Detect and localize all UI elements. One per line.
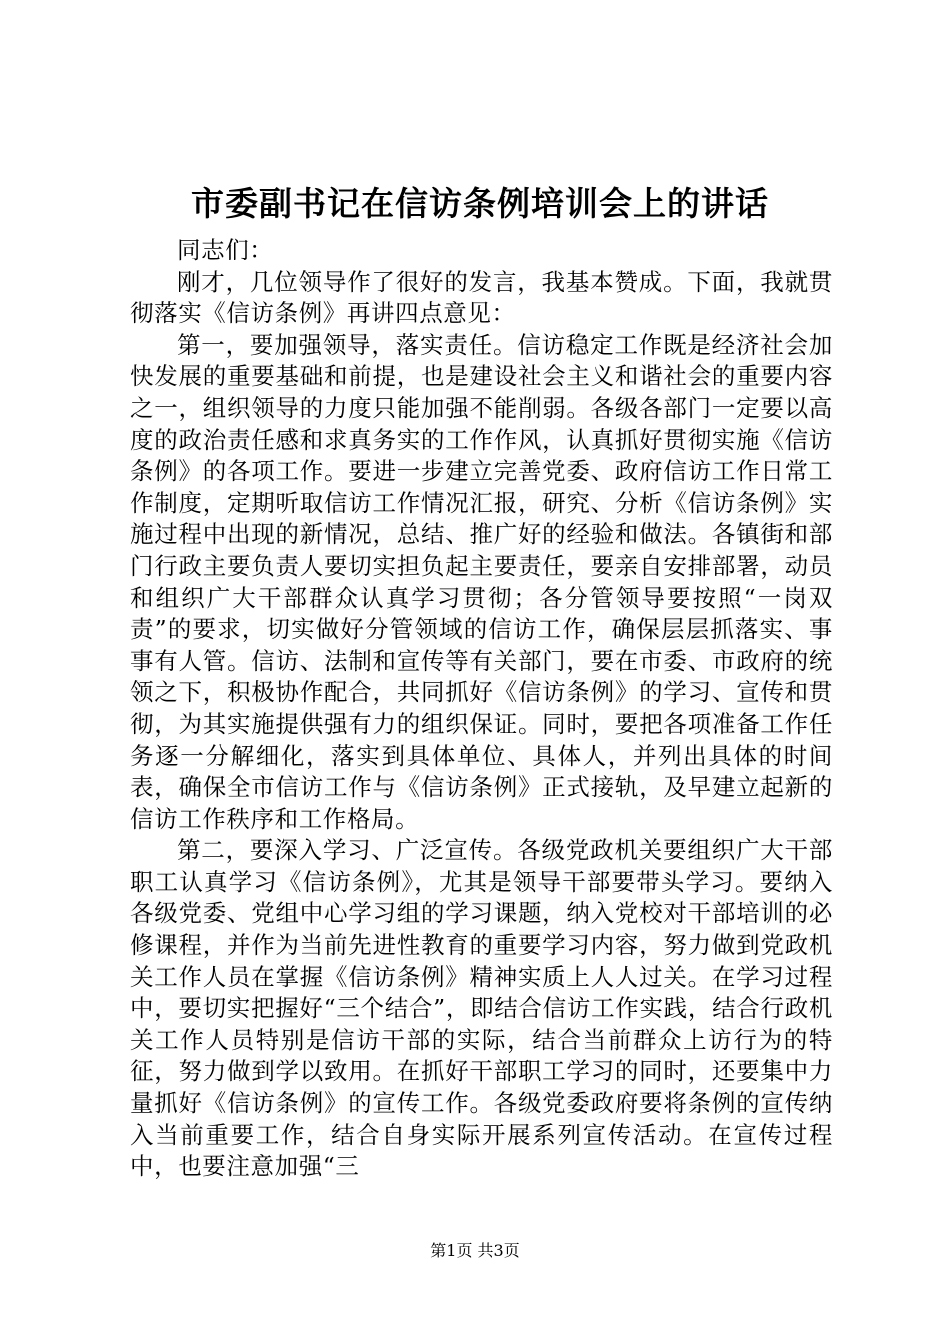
document-title: 市委副书记在信访条例培训会上的讲话 xyxy=(191,184,769,223)
page-footer: 第1页 共3页 xyxy=(430,1241,520,1260)
document-body xyxy=(130,235,833,1183)
paragraph-intro: 刚才，几位领导作了很好的发言，我基本赞成。下面，我就贯彻落实《信访条例》再讲四点意见： xyxy=(130,267,833,328)
paragraph-point-one: 第一，要加强领导，落实责任。信访稳定工作既是经济社会加快发展的重要基础和前提，也是建设社会主义和谐社会的重要内容之一，组织领导的力度只能加强不能削弱。各级各部门一定要以高度的政治责任感和求真务实的工作作风，认真抓好贯彻实施《信访条例》的各项工作。要进一步建立完善党委、政府信访工作日常工作制度，定期听取信访工作情况汇报，研究、分析《信访条例》实施过程中出现的新情况，总结、推广好的经验和做法。各镇街和部门行政主要负责人要切实担负起主要责任，要亲自安排部署，动员和组织广大干部群众认真学习贯彻；各分管领导要按照“一岗双责”的要求，切实做好分管领域的信访工作，确保层层抓落实、事事有人管。信访、法制和宣传等有关部门，要在市委、市政府的统领之下，积极协作配合，共同抓好《信访条例》的学习、宣传和贯彻，为其实施提供强有力的组织保证。同时，要把各项准备工作任务逐一分解细化，落实到具体单位、具体人，并列出具体的时间表，确保全市信访工作与《信访条例》正式接轨，及早建立起新的信访工作秩序和工作格局。 xyxy=(130,330,833,833)
paragraph-salutation: 同志们： xyxy=(177,236,274,264)
paragraph-point-two: 第二，要深入学习、广泛宣传。各级党政机关要组织广大干部职工认真学习《信访条例》，尤其是领导干部要带头学习。要纳入各级党委、党组中心学习组的学习课题，纳入党校对干部培训的必修课程，并作为当前先进性教育的重要学习内容，努力做到党政机关工作人员在掌握《信访条例》精神实质上人人过关。在学习过程中，要切实把握好“三个结合”，即结合信访工作实践，结合行政机关工作人员特别是信访干部的实际，结合当前群众上访行为的特征，努力做到学以致用。在抓好干部职工学习的同时，还要集中力量抓好《信访条例》的宣传工作。各级党委政府要将条例的宣传纳入当前重要工作，结合自身实际开展系列宣传活动。在宣传过程中，也要注意加强“三 xyxy=(130,836,833,1181)
